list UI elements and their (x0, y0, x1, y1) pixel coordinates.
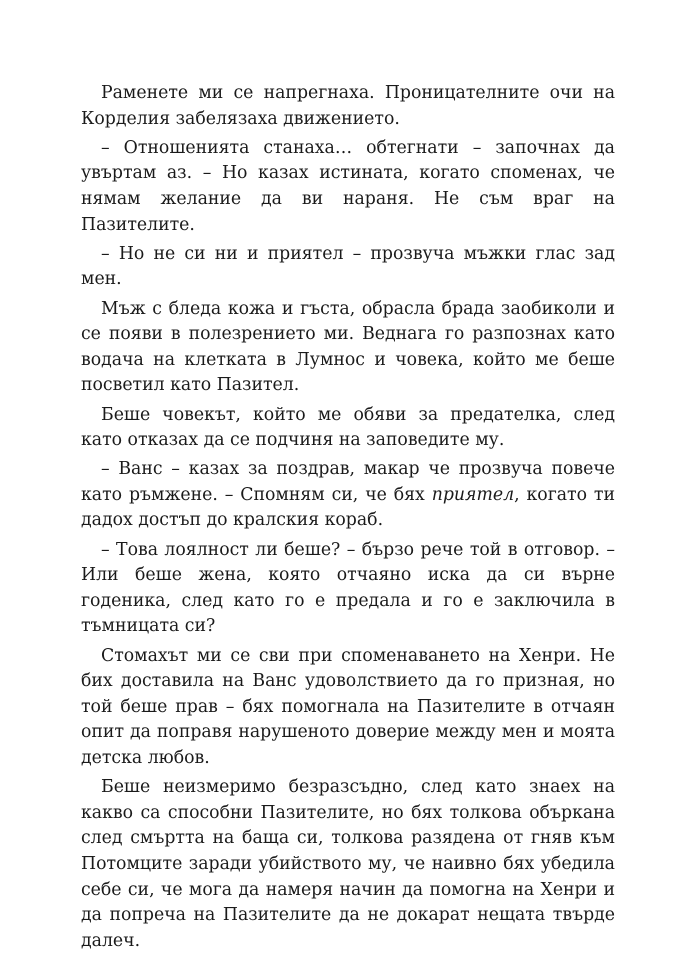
paragraph (81, 403, 615, 454)
paragraph-text: Стомахът ми се сви при споменаването на Хенри. Не бих доставила на Ванс удоволствието да го призная, но той беше прав – бях помогнала на Пазителите в отчаян опит да поправя нарушеното доверие между мен и моята детска любов. (81, 645, 615, 768)
paragraph-text: – Ванс – казах за поздрав, макар че прозвуча повече като ръмжене. – Спомням си, че бях (81, 459, 615, 505)
paragraph (81, 242, 615, 293)
italic-word: приятел (431, 484, 515, 505)
paragraph-text: – Това лоялност ли беше? – бързо рече той в отговор. – Или беше жена, която отчаяно иска да си върне годеника, след като го е предала и го е заключила в тъмницата си? (81, 539, 615, 637)
paragraph-text: Мъж с бледа кожа и гъста, обрасла брада заобиколи и се появи в полезрението ми. Веднага го разпознах като водача на клетката в Лумнос и човека, който ме беше посветил като Пазител. (81, 298, 615, 396)
paragraph (81, 81, 615, 132)
paragraph (81, 297, 615, 399)
paragraph-text: , когато ти дадох достъп до кралския кораб. (81, 484, 615, 531)
paragraph (81, 644, 615, 772)
paragraph-text: – Но не си ни и приятел – прозвуча мъжки глас зад мен. (81, 243, 615, 290)
paragraph-text: Раменете ми се напрегнаха. Проницателните очи на Корделия забелязаха движението. (81, 83, 615, 129)
book-page (81, 81, 615, 954)
paragraph (81, 136, 615, 238)
paragraph-text: Беше човекът, който ме обяви за предателка, след като отказах да се подчиня на заповедите му. (81, 404, 615, 451)
paragraph-text: Беше неизмеримо безразсъдно, след като знаех на какво са способни Пазителите, но бях толкова объркана след смъртта на баща си, толкова разядена от гняв към Потомците заради убийството му, че наивно бях убедила себе си, че мога да намеря начин да помогна на Хенри и да попреча на Пазителите да не докарат нещата твърде далеч. (81, 777, 615, 951)
paragraph (81, 538, 615, 640)
paragraph (81, 457, 615, 534)
paragraph-text: – Отношенията станаха… обтегнати – започнах да увъртам аз. – Но казах истината, когато споменах, че нямам желание да ви нараня. Не съм враг на Пазителите. (81, 137, 615, 235)
paragraph (81, 775, 615, 954)
